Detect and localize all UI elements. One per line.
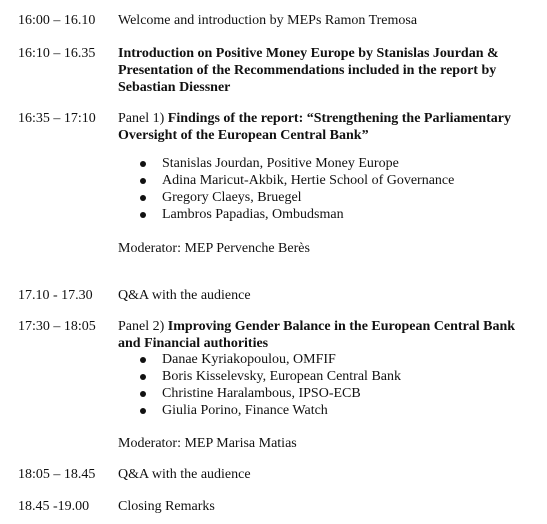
agenda-text: Q&A with the audience: [118, 288, 251, 303]
panel-1-moderator: Moderator: MEP Pervenche Berès: [118, 241, 310, 256]
agenda-text: Q&A with the audience: [118, 467, 251, 482]
panel-prefix: Panel 1): [118, 111, 168, 126]
agenda-text: Welcome and introduction by MEPs Ramon Tremosa: [118, 13, 418, 28]
panel-title: [118, 318, 530, 352]
bullet-icon: [140, 357, 146, 363]
agenda-text: [118, 45, 530, 96]
speaker-list: [118, 155, 530, 223]
speaker-item: Gregory Claeys, Bruegel: [118, 189, 530, 206]
speaker-item: Danae Kyriakopoulou, OMFIF: [118, 351, 530, 368]
panel-title-line: Improving Gender Balance in the European Central Bank: [167, 319, 516, 334]
agenda-time: 16:35 – 17:10: [18, 111, 96, 126]
agenda-text-line: Sebastian Diessner: [118, 80, 231, 95]
panel-title-line: and Financial authorities: [118, 336, 269, 351]
agenda-time: 18.45 -19.00: [18, 499, 90, 514]
bullet-icon: [140, 374, 146, 380]
bullet-icon: [140, 212, 146, 218]
panel-title: [118, 110, 530, 144]
bullet-icon: [140, 195, 146, 201]
panel-prefix: Panel 2): [118, 319, 168, 334]
speaker-item: Adina Maricut-Akbik, Hertie School of Governance: [118, 172, 530, 189]
panel-title-line: Findings of the report: “Strengthening the Parliamentary: [167, 111, 512, 126]
speaker-item: Lambros Papadias, Ombudsman: [118, 206, 530, 223]
agenda-time: 17.10 - 17.30: [18, 288, 93, 303]
bullet-icon: [140, 178, 146, 184]
speaker-list: [118, 351, 530, 419]
speaker-item: Giulia Porino, Finance Watch: [118, 402, 530, 419]
agenda-time: 17:30 – 18:05: [18, 319, 96, 334]
panel-title-line: Oversight of the European Central Bank”: [118, 128, 369, 143]
speaker-item: Stanislas Jourdan, Positive Money Europe: [118, 155, 530, 172]
panel-2-moderator: Moderator: MEP Marisa Matias: [118, 436, 297, 451]
bullet-icon: [140, 161, 146, 167]
agenda-text-line: Introduction on Positive Money Europe by Stanislas Jourdan &: [118, 46, 499, 61]
speaker-item: Boris Kisselevsky, European Central Bank: [118, 368, 530, 385]
agenda-time: 18:05 – 18.45: [18, 467, 96, 482]
agenda-time: 16:10 – 16.35: [18, 46, 96, 61]
bullet-icon: [140, 408, 146, 414]
agenda-text-line: Presentation of the Recommendations included in the report by: [118, 63, 497, 78]
speaker-item: Christine Haralambous, IPSO-ECB: [118, 385, 530, 402]
agenda-text: Closing Remarks: [118, 499, 215, 514]
agenda-time: 16:00 – 16.10: [18, 13, 96, 28]
bullet-icon: [140, 391, 146, 397]
